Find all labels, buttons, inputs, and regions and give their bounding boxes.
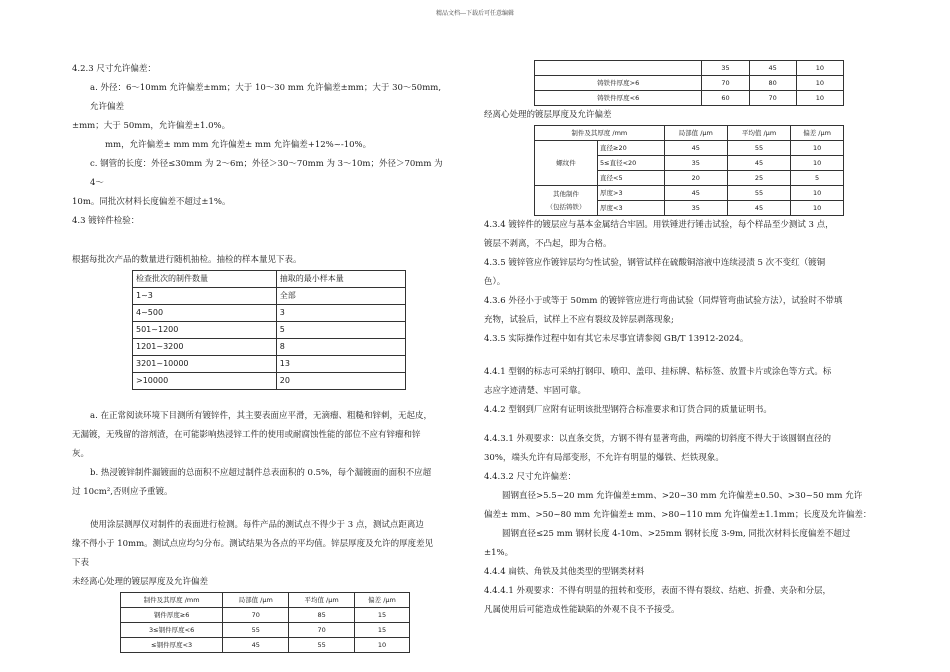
table-cell: 501~1200: [133, 322, 277, 339]
paragraph: 过 10cm²,否则应予重镀。: [72, 487, 173, 497]
table-cell: 10: [355, 638, 410, 653]
group-label: 其他制件: [553, 189, 579, 198]
table-cell: 35: [702, 61, 749, 76]
table-cell: 5≤直径<20: [598, 156, 665, 171]
table-row: [133, 322, 406, 339]
paragraph: 4.3.5 镀锌管应作镀锌层均匀性试验，钢管试样在硫酸铜溶液中连续浸渍 5 次不变红（镀铜: [484, 258, 826, 268]
centrifuged-coating-table: [534, 125, 844, 216]
table-cell: 10: [796, 76, 843, 91]
table-header-cell: 偏差 /μm: [791, 126, 844, 141]
paragraph: c. 钢管的长度：外径≤30mm 为 2～6m；外径＞30～70mm 为 3～10m；外径＞70mm 为 4～: [90, 159, 443, 188]
table-header-cell: 抽取的最小样本量: [276, 271, 405, 288]
paragraph: mm，允许偏差± mm mm 允许偏差± mm 允许偏差+12%~-10%。: [105, 140, 372, 150]
table-cell: 70: [749, 91, 796, 106]
table-header-cell: 制件及其厚度 /mm: [535, 126, 665, 141]
table-cell: 55: [727, 186, 790, 201]
section-heading: 4.3 镀锌件检验：: [72, 216, 140, 226]
paragraph: 30%，端头允许有局部变形，不允许有明显的爆铁、烂铁现象。: [484, 453, 724, 463]
table-row: [535, 61, 844, 76]
paragraph: b. 热浸镀锌制件漏镀面的总面积不应超过制件总表面积的 0.5%，每个漏镀面的面积不应超: [90, 468, 432, 478]
table-cell: 20: [664, 171, 727, 186]
table-row: [535, 91, 844, 106]
table-cell: 铸铁件厚度>6: [535, 76, 702, 91]
table-cell: 5: [791, 171, 844, 186]
table-cell: 10: [796, 61, 843, 76]
table-cell: 3201~10000: [133, 356, 277, 373]
page-header: 精品文档---下载后可任意编辑: [435, 10, 515, 17]
table-cell: 全部: [276, 288, 405, 305]
paragraph: ±1%。: [484, 548, 514, 558]
cast-iron-coating-table: [534, 60, 844, 106]
paragraph: 4.4.1 型钢的标志可采纳打钢印、喷印、盖印、挂标牌、粘标签、放置卡片或涂色等方式。标: [484, 367, 832, 377]
table-row: [535, 141, 844, 156]
paragraph: 志应字迹清楚、牢固可靠。: [484, 386, 587, 396]
paragraph: 镀层不剥离，不凸起，即为合格。: [484, 239, 612, 249]
table-cell: 1~3: [133, 288, 277, 305]
paragraph: a. 在正常阅读环境下目测所有镀锌件，其主要表面应平滑，无滴瘤、粗糙和锌刺，无起皮，: [90, 411, 432, 421]
table-cell: 10: [791, 156, 844, 171]
paragraph: 偏差± mm、>50~80 mm 允许偏差± mm、>80~110 mm 允许偏差±1.1mm；长度及允许偏差：: [484, 510, 872, 520]
table-cell: 80: [749, 76, 796, 91]
table-cell: 45: [727, 201, 790, 216]
paragraph: 下表: [72, 558, 90, 568]
table-cell: 70: [702, 76, 749, 91]
group-label: （包括铸铁）: [546, 202, 586, 211]
table-cell: 15: [355, 608, 410, 623]
paragraph: 色）。: [484, 277, 506, 287]
table-cell: 55: [223, 623, 289, 638]
table-cell: 10: [791, 141, 844, 156]
table-cell: 8: [276, 339, 405, 356]
table-header-cell: 偏差 /μm: [355, 593, 410, 608]
table-cell: 55: [289, 638, 355, 653]
paragraph: 凡属使用后可能造成性能缺陷的外观不良不予接受。: [484, 605, 680, 615]
paragraph: 缘不得小于 10mm。测试点应均匀分布。测试结果为各点的平均值。锌层厚度及允许的厚度差见: [72, 539, 434, 549]
table-header-cell: 制件及其厚度 /mm: [121, 593, 223, 608]
table-cell: [535, 61, 702, 76]
paragraph: 圆钢直径>5.5~20 mm 允许偏差±mm、>20~30 mm 允许偏差±0.50、>30~50 mm 允许: [502, 491, 863, 501]
table-cell: 直径<5: [598, 171, 665, 186]
paragraph: ±mm；大于 50mm，允许偏差±1.0%。: [72, 121, 231, 131]
table-row: [121, 608, 410, 623]
table-cell: 45: [664, 141, 727, 156]
table-cell: 60: [702, 91, 749, 106]
paragraph: 4.4.4.1 外观要求：不得有明显的扭转和变形，表面不得有裂纹、结疤、折叠、夹杂和分层，: [484, 586, 831, 596]
table-header-cell: 局部值 /μm: [223, 593, 289, 608]
table-cell: 4~500: [133, 305, 277, 322]
sample-size-table: [132, 270, 406, 390]
paragraph: 10m。同批次材料长度偏差不超过±1%。: [72, 197, 231, 207]
table-cell: 45: [664, 186, 727, 201]
table-cell: 铸铁件厚度<6: [535, 91, 702, 106]
table-cell: 85: [289, 608, 355, 623]
table-header-cell: 局部值 /μm: [664, 126, 727, 141]
table-row: [121, 638, 410, 653]
paragraph: 圆钢直径≤25 mm 钢材长度 4-10m、>25mm 钢材长度 3-9m, 同批次材料长度偏差不超过: [502, 529, 851, 539]
table-cell: 70: [289, 623, 355, 638]
paragraph: 使用涂层测厚仪对制件的表面进行检测。每件产品的测试点不得少于 3 点，测试点距离边: [90, 520, 424, 530]
section-heading: 4.2.3 尺寸允许偏差：: [72, 64, 156, 74]
table-cell: >10000: [133, 373, 277, 390]
right-column: [484, 60, 879, 620]
table-row: [535, 186, 844, 201]
table-cell: 13: [276, 356, 405, 373]
paragraph: 灰。: [72, 449, 90, 459]
table-cell: 厚度<3: [598, 201, 665, 216]
table-cell: 10: [791, 201, 844, 216]
table-row: [133, 339, 406, 356]
table-row: [535, 76, 844, 91]
table-cell: 20: [276, 373, 405, 390]
table-cell: 15: [355, 623, 410, 638]
table-group-cell: 螺纹件: [535, 141, 598, 186]
table-row: [133, 288, 406, 305]
table-row: [133, 373, 406, 390]
table-header-cell: 平均值 /μm: [727, 126, 790, 141]
paragraph: 4.3.4 镀锌件的镀层应与基本金属结合牢固。用铁锤进行锤击试验，每个样品至少测试 3 点，: [484, 220, 834, 230]
table-caption: 经离心处理的镀层厚度及允许偏差: [484, 110, 612, 120]
table-cell: 35: [664, 156, 727, 171]
table-row: [133, 356, 406, 373]
table-cell: 3: [276, 305, 405, 322]
table-cell: 1201~3200: [133, 339, 277, 356]
table-cell: 35: [664, 201, 727, 216]
section-heading: 4.4.4 扁铁、角铁及其他类型的型钢类材料: [484, 567, 645, 577]
table-cell: 45: [749, 61, 796, 76]
table-row: [133, 305, 406, 322]
table-row: [121, 623, 410, 638]
table-cell: 10: [796, 91, 843, 106]
paragraph: 充物，试验后，试样上不应有裂纹及锌层剥落现象;: [484, 315, 674, 325]
table-cell: ≤钢件厚度<3: [121, 638, 223, 653]
table-cell: 55: [727, 141, 790, 156]
table-group-cell: [535, 186, 598, 216]
paragraph: a. 外径：6～10mm 允许偏差±mm；大于 10～30 mm 允许偏差±mm；大于 30～50mm,允许偏差: [90, 83, 442, 112]
table-caption: 未经离心处理的镀层厚度及允许偏差: [72, 577, 209, 587]
table-cell: 3≤钢件厚度<6: [121, 623, 223, 638]
table-cell: 45: [727, 156, 790, 171]
table-cell: 45: [223, 638, 289, 653]
coating-thickness-table: [120, 592, 410, 653]
table-cell: 70: [223, 608, 289, 623]
paragraph: 无漏镀，无残留的溶剂渣，在可能影响热浸锌工件的使用或耐腐蚀性能的部位不应有锌瘤和锌: [72, 430, 421, 440]
paragraph: 4.3.6 外径小于或等于 50mm 的镀锌管应进行弯曲试验（同焊管弯曲试验方法），试验时不带填: [484, 296, 843, 306]
paragraph: 4.3.5 实际操作过程中如有其它未尽事宜请参阅 GB/T 13912-2024。: [484, 334, 749, 344]
table-header-cell: 平均值 /μm: [289, 593, 355, 608]
section-heading: 4.4.3.2 尺寸允许偏差：: [484, 472, 576, 482]
table-cell: 直径≥20: [598, 141, 665, 156]
paragraph: 4.4.2 型钢到厂应附有证明该批型钢符合标准要求和订货合同的质量证明书。: [484, 405, 772, 415]
table-cell: 钢件厚度≥6: [121, 608, 223, 623]
table-cell: 25: [727, 171, 790, 186]
left-column: [72, 60, 447, 653]
table-cell: 厚度>3: [598, 186, 665, 201]
table-cell: 5: [276, 322, 405, 339]
paragraph: 根据每批次产品的数量进行随机抽检。抽检的样本量见下表。: [72, 255, 302, 265]
paragraph: 4.4.3.1 外观要求：以直条交货，方钢不得有显著弯曲，两端的切斜度不得大于该圆钢直径的: [484, 434, 831, 444]
table-header-cell: 检查批次的制件数量: [133, 271, 277, 288]
table-cell: 10: [791, 186, 844, 201]
